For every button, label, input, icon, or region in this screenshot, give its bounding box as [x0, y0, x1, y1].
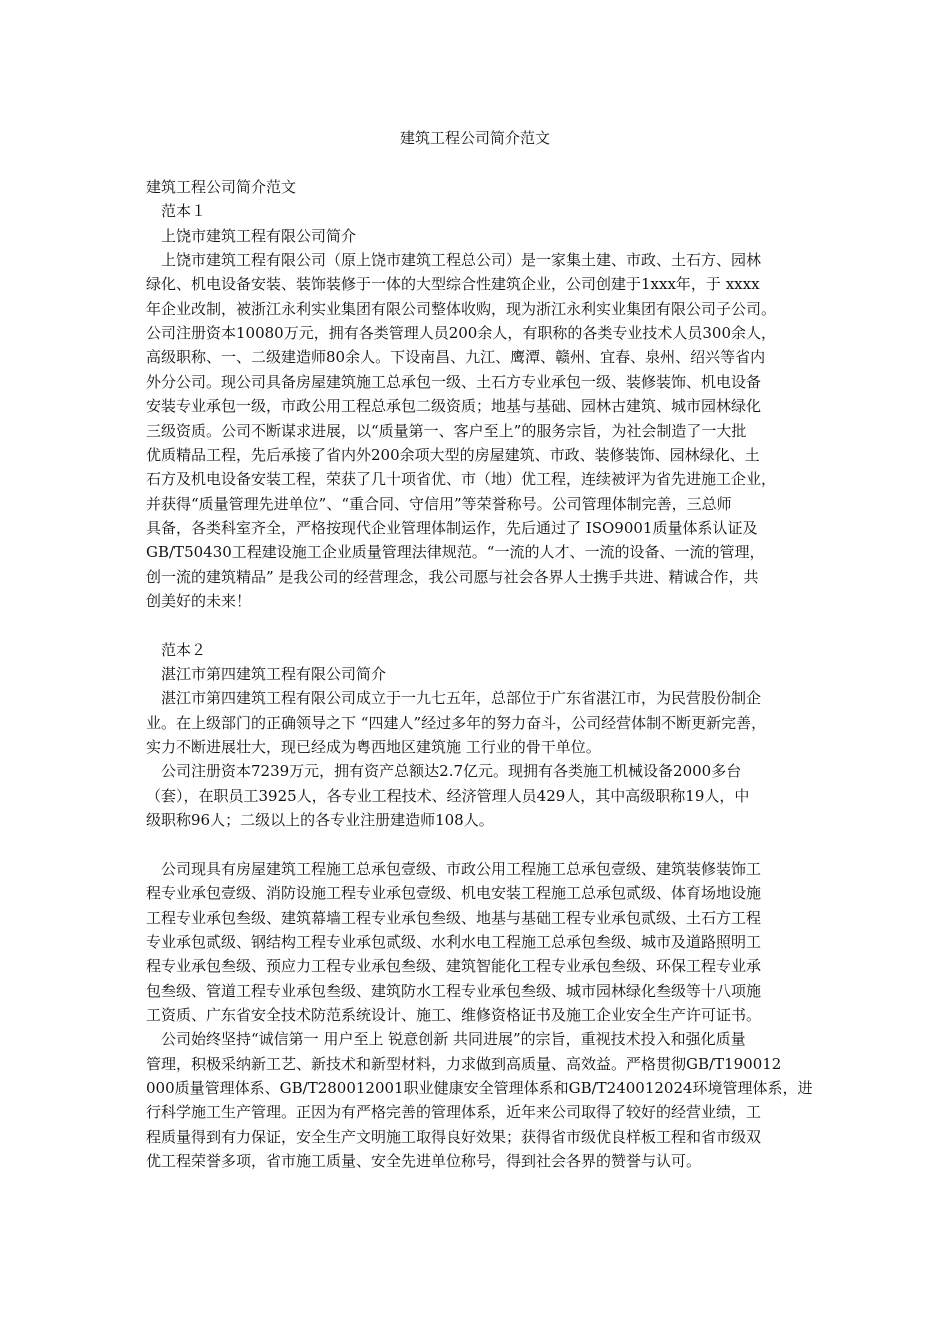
text-line: 创美好的未来！ — [146, 591, 252, 610]
text-line: 包叁级、管道工程专业承包叁级、建筑防水工程专业承包叁级、城市园林绿化叁级等十八项施 — [146, 981, 762, 1000]
text-line: 建筑工程公司简介范文 — [146, 178, 297, 196]
text-line: 管理，积极采纳新工艺、新技术和新型材料，力求做到高质量、高效益。严格贯彻GB/T190012 — [146, 1054, 782, 1073]
text-line: 具备，各类科室齐全，严格按现代企业管理体制运作，先后通过了 ISO9001质量体系认证及 — [146, 518, 758, 537]
text-line: 业。在上级部门的正确领导之下 “四建人”经过多年的努力奋斗，公司经营体制不断更新完善， — [146, 713, 767, 732]
text-line: 公司始终坚持“诚信第一 用户至上 锐意创新 共同进展”的宗旨，重视技术投入和强化质量 — [146, 1030, 746, 1049]
text-line: 优质精品工程，先后承接了省内外200余项大型的房屋建筑、市政、装修装饰、园林绿化、土 — [146, 445, 760, 464]
text-line: 外分公司。现公司具备房屋建筑施工总承包一级、土石方专业承包一级、装修装饰、机电设备 — [146, 372, 762, 391]
text-line: （套），在职员工3925人，各专业工程技术、经济管理人员429人，其中高级职称19人，中 — [146, 786, 750, 805]
text-line: 程质量得到有力保证，安全生产文明施工取得良好效果；获得省市级优良样板工程和省市级双 — [146, 1127, 762, 1146]
text-line: 工程专业承包叁级、建筑幕墙工程专业承包叁级、地基与基础工程专业承包贰级、土石方工程 — [146, 908, 762, 927]
text-line: 优工程荣誉多项，省市施工质量、安全先进单位称号，得到社会各界的赞誉与认可。 — [146, 1152, 702, 1170]
text-line: 公司现具有房屋建筑工程施工总承包壹级、市政公用工程施工总承包壹级、建筑装修装饰工 — [146, 859, 762, 878]
text-line: 年企业改制，被浙江永利实业集团有限公司整体收购，现为浙江永利实业集团有限公司子公司。 — [146, 299, 777, 318]
text-line: 上饶市建筑工程有限公司简介 — [146, 226, 357, 245]
text-line: 公司注册资本10080万元，拥有各类管理人员200余人，有职称的各类专业技术人员300余人， — [146, 324, 776, 343]
text-line: 湛江市第四建筑工程有限公司简介 — [146, 665, 387, 683]
text-line: 工资质、广东省安全技术防范系统设计、施工、维修资格证书及施工企业安全生产许可证书。 — [146, 1005, 762, 1024]
text-line: 三级资质。公司不断谋求进展，以“质量第一、客户至上”的服务宗旨，为社会制造了一大批 — [146, 421, 747, 440]
text-line: 级职称96人；二级以上的各专业注册建造师108人。 — [146, 811, 494, 830]
text-line: 绿化、机电设备安装、装饰装修于一体的大型综合性建筑企业，公司创建于1xxx年，于 xxxx — [146, 275, 760, 294]
text-line: 程专业承包叁级、预应力工程专业承包叁级、建筑智能化工程专业承包叁级、环保工程专业承 — [146, 957, 762, 976]
text-line: 湛江市第四建筑工程有限公司成立于一九七五年，总部位于广东省湛江市，为民营股份制企 — [146, 689, 762, 708]
text-line: 创一流的建筑精品” 是我公司的经营理念，我公司愿与社会各界人士携手共进、精诚合作，共 — [146, 567, 759, 586]
text-line: 并获得“质量管理先进单位”、“重合同、守信用”等荣誉称号。公司管理体制完善，三总师 — [146, 494, 732, 513]
text-line: 公司注册资本7239万元，拥有资产总额达2.7亿元。现拥有各类施工机械设备2000多台 — [146, 762, 742, 781]
text-line: 实力不断进展壮大，现已经成为粤西地区建筑施 工行业的骨干单位。 — [146, 738, 601, 757]
document-title: 建筑工程公司简介范文 — [399, 129, 550, 147]
text-line: 上饶市建筑工程有限公司（原上饶市建筑工程总公司）是一家集土建、市政、土石方、园林 — [146, 251, 762, 270]
text-line: 范本２ — [146, 640, 207, 659]
text-line: 范本１ — [146, 202, 207, 221]
text-line: 行科学施工生产管理。正因为有严格完善的管理体系，近年来公司取得了较好的经营业绩，工 — [146, 1103, 762, 1122]
text-line: 000质量管理体系、GB/T280012001职业健康安全管理体系和GB/T240012024环境管理体系，进 — [146, 1078, 813, 1097]
text-line: 安装专业承包一级，市政公用工程总承包二级资质；地基与基础、园林古建筑、城市园林绿化 — [146, 397, 762, 416]
text-line: 高级职称、一、二级建造师80余人。下设南昌、九江、鹰潭、赣州、宜春、泉州、绍兴等省内 — [146, 348, 766, 367]
text-line: 石方及机电设备安装工程，荣获了几十项省优、市（地）优工程，连续被评为省先进施工企业， — [146, 470, 777, 489]
text-line: 程专业承包壹级、消防设施工程专业承包壹级、机电安装工程施工总承包贰级、体育场地设施 — [146, 884, 762, 903]
text-line: 专业承包贰级、钢结构工程专业承包贰级、水利水电工程施工总承包叁级、城市及道路照明工 — [146, 932, 762, 951]
text-line: GB/T50430工程建设施工企业质量管理法律规范。“一流的人才、一流的设备、一流的管理， — [146, 543, 765, 562]
